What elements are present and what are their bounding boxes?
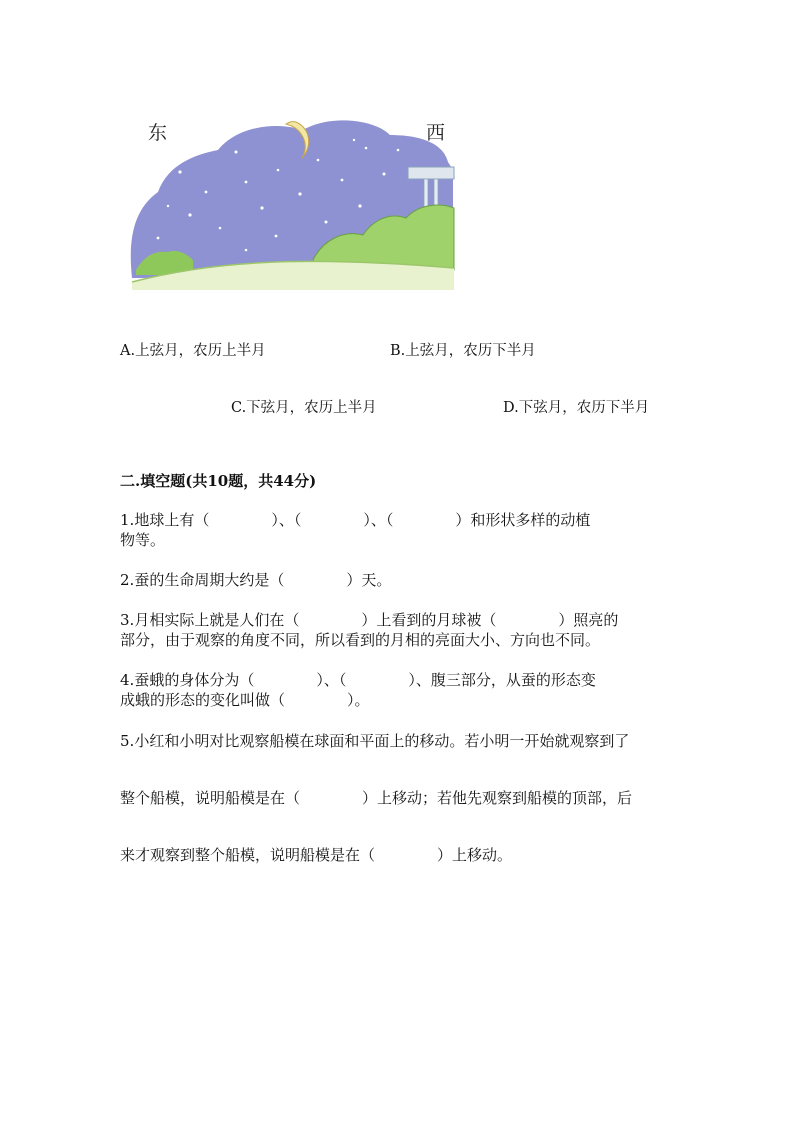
east-label: 东 — [148, 122, 168, 144]
question-5-line-2: 整个船模，说明船模是在（ ）上移动；若他先观察到船模的顶部，后 — [120, 789, 633, 807]
night-sky-illustration — [128, 110, 458, 290]
section-title: 二.填空题(共10题，共44分) — [120, 472, 317, 490]
west-label: 西 — [426, 122, 446, 144]
building-roof — [408, 167, 454, 179]
question-5-line-1: 5.小红和小明对比观察船模在球面和平面上的移动。若小明一开始就观察到了 — [120, 732, 630, 750]
question-4: 4.蚕蛾的身体分为（ ）、（ ）、腹三部分，从蚕的形态变 成蛾的形态的变化叫做（ ）。 — [120, 671, 596, 709]
option-b: B.上弦月，农历下半月 — [390, 343, 536, 359]
night-sky-figure — [128, 110, 458, 290]
option-c: C.下弦月，农历上半月 — [231, 400, 377, 416]
option-d: D.下弦月，农历下半月 — [503, 400, 650, 416]
question-1: 1.地球上有（ ）、（ ）、（ ）和形状多样的动植 物等。 — [120, 511, 591, 549]
question-5-line-3: 来才观察到整个船模，说明船模是在（ ）上移动。 — [120, 846, 513, 864]
option-a: A.上弦月，农历上半月 — [120, 343, 266, 359]
question-3: 3.月相实际上就是人们在（ ）上看到的月球被（ ）照亮的 部分，由于观察的角度不同，所以看到的月相的亮面大小、方向也不同。 — [120, 611, 619, 649]
question-2: 2.蚕的生命周期大约是（ ）天。 — [120, 571, 392, 589]
